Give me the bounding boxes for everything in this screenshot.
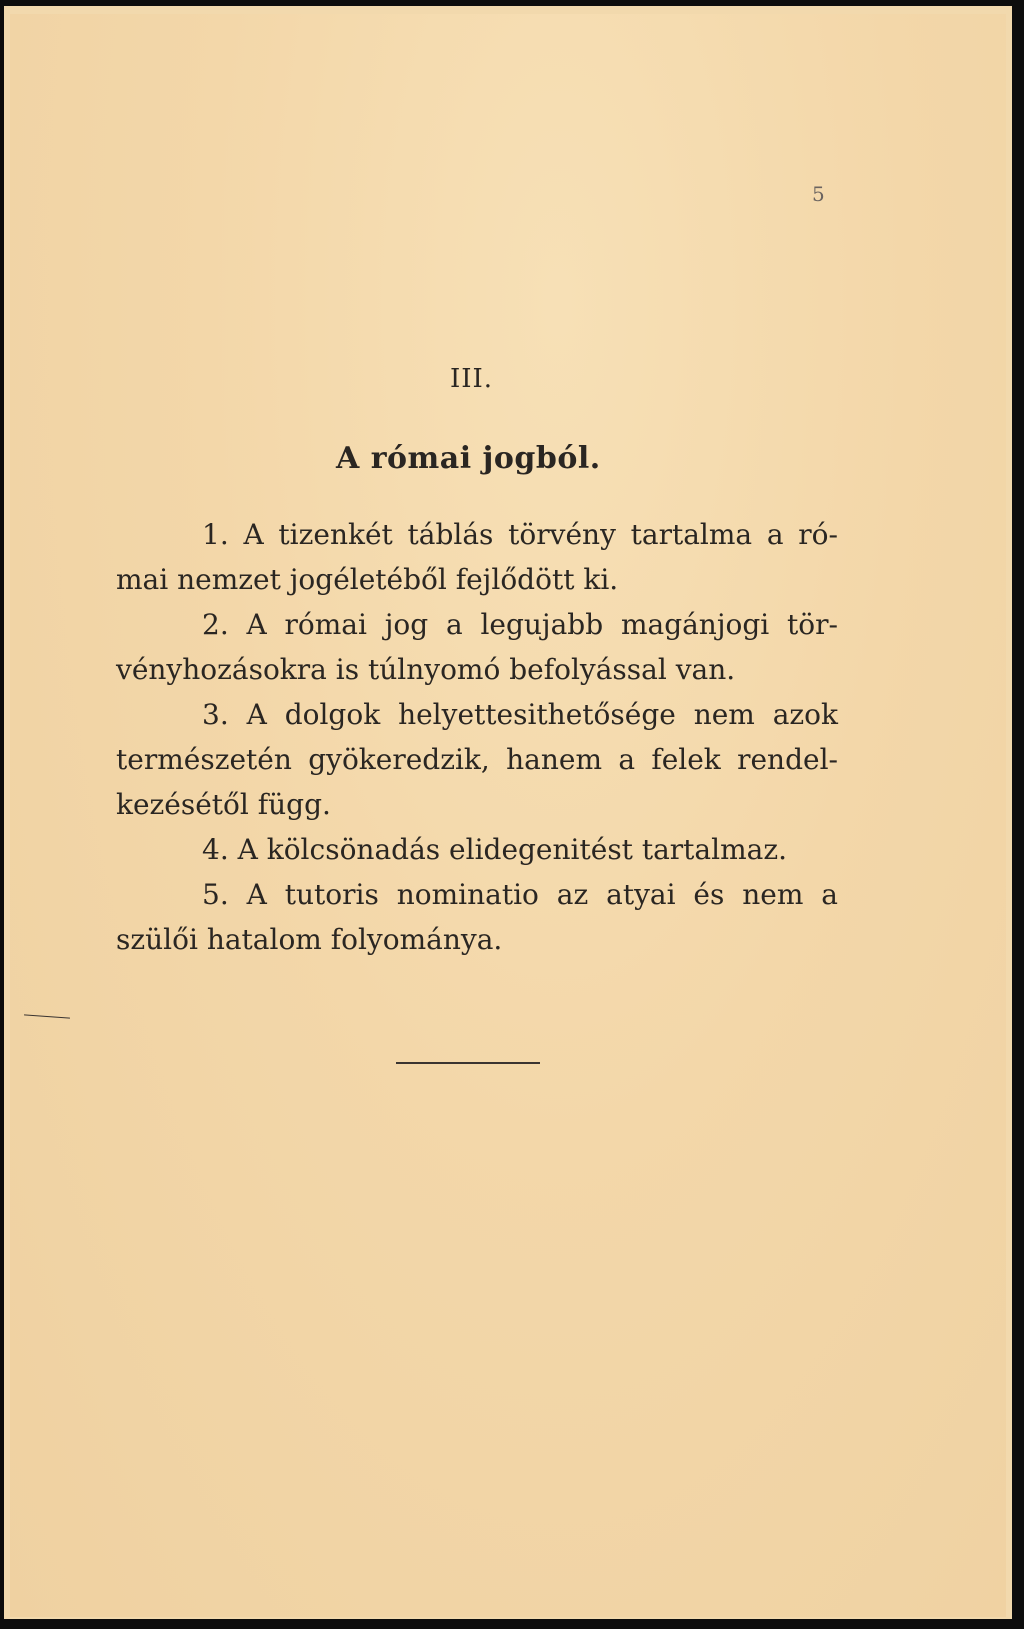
page-number: 5 — [812, 182, 825, 206]
thesis-line: mai nemzet jogéletéből fejlődött ki. — [116, 563, 619, 596]
closing-rule — [396, 1062, 540, 1064]
thesis-line: természetén gyökeredzik, hanem a felek rendel- — [116, 743, 838, 776]
thesis-line: 4. A kölcsönadás elidegenitést tartalmaz. — [202, 833, 787, 866]
thesis-2 — [116, 602, 838, 692]
section-number: III. — [450, 364, 494, 394]
thesis-line: 1. A tizenkét táblás törvény tartalma a ró- — [202, 518, 838, 551]
margin-mark — [24, 1014, 70, 1018]
thesis-line: szülői hatalom folyománya. — [116, 923, 503, 956]
section-title: A római jogból. — [336, 441, 601, 476]
thesis-line: 3. A dolgok helyettesithetősége nem azok — [202, 698, 838, 731]
thesis-5 — [116, 872, 838, 962]
book-page — [10, 14, 1006, 1617]
thesis-line: 2. A római jog a legujabb magánjogi tör- — [202, 608, 838, 641]
thesis-line: kezésétől függ. — [116, 788, 331, 821]
thesis-1 — [116, 512, 838, 602]
thesis-line: vényhozásokra is túlnyomó befolyással van. — [116, 653, 736, 686]
thesis-3 — [116, 692, 838, 827]
thesis-line: 5. A tutoris nominatio az atyai és nem a — [202, 878, 838, 911]
theses-list — [116, 512, 838, 962]
thesis-4 — [116, 827, 838, 872]
